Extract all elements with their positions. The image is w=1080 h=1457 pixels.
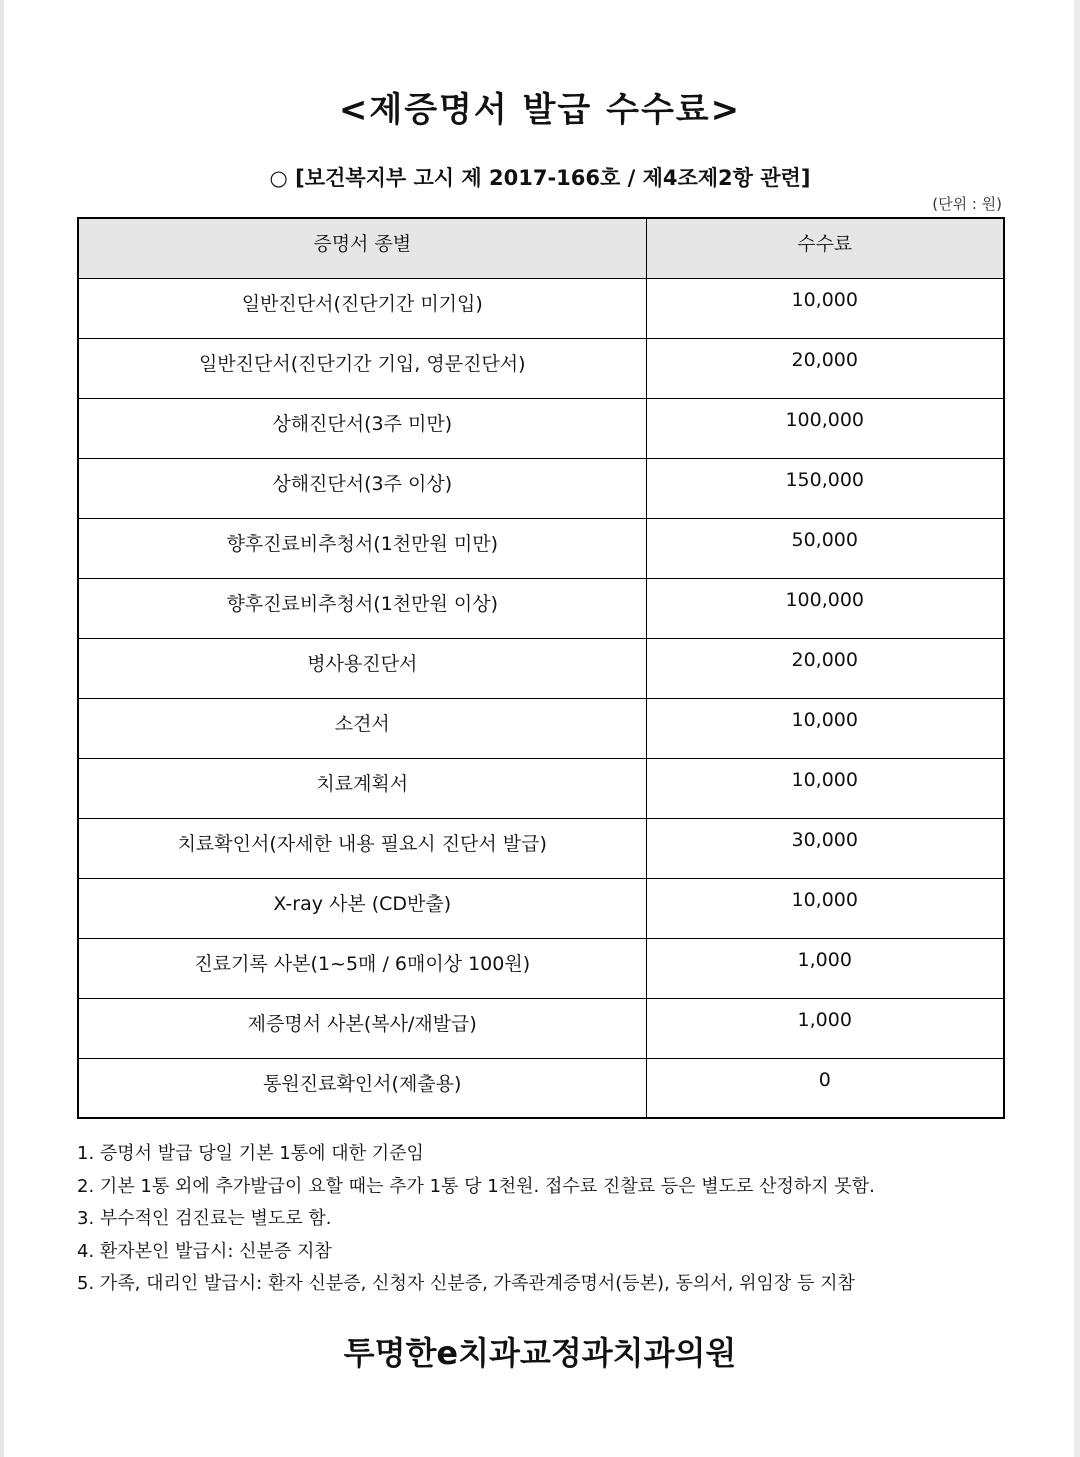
fee-cell: 20,000 <box>646 338 1004 398</box>
fee-cell: 150,000 <box>646 458 1004 518</box>
fee-cell: 10,000 <box>646 698 1004 758</box>
fee-cell: 10,000 <box>646 758 1004 818</box>
table-row <box>78 758 1004 818</box>
fee-cell: 20,000 <box>646 638 1004 698</box>
certificate-type-cell: X-ray 사본 (CD반출) <box>78 878 646 938</box>
notes-list <box>77 1138 1017 1301</box>
document-title: <제증명서 발급 수수료> <box>338 90 742 130</box>
page-edge-left <box>0 0 4 1457</box>
certificate-type-cell: 치료확인서(자세한 내용 필요시 진단서 발급) <box>78 818 646 878</box>
table-row <box>78 278 1004 338</box>
fee-cell: 1,000 <box>646 938 1004 998</box>
certificate-type-cell: 통원진료확인서(제출용) <box>78 1058 646 1118</box>
table-row <box>78 878 1004 938</box>
fee-cell: 1,000 <box>646 998 1004 1058</box>
table-row <box>78 638 1004 698</box>
fee-table <box>77 217 1005 1119</box>
certificate-type-cell: 상해진단서(3주 이상) <box>78 458 646 518</box>
unit-label: (단위 : 원) <box>932 195 1002 213</box>
table-row <box>78 818 1004 878</box>
table-row <box>78 998 1004 1058</box>
header-certificate-type: 증명서 종별 <box>78 218 646 278</box>
table-row <box>78 578 1004 638</box>
certificate-type-cell: 일반진단서(진단기간 미기입) <box>78 278 646 338</box>
certificate-type-cell: 제증명서 사본(복사/재발급) <box>78 998 646 1058</box>
fee-cell: 100,000 <box>646 578 1004 638</box>
regulation-subtitle: ○ [보건복지부 고시 제 2017-166호 / 제4조제2항 관련] <box>269 166 811 190</box>
table-row <box>78 338 1004 398</box>
note-item: 5. 가족, 대리인 발급시: 환자 신분증, 신청자 신분증, 가족관계증명서(등본), 동의서, 위임장 등 지참 <box>77 1273 855 1294</box>
table-row <box>78 1058 1004 1118</box>
certificate-type-cell: 향후진료비추청서(1천만원 미만) <box>78 518 646 578</box>
certificate-type-cell: 향후진료비추청서(1천만원 이상) <box>78 578 646 638</box>
certificate-type-cell: 병사용진단서 <box>78 638 646 698</box>
fee-table-body <box>78 278 1004 1118</box>
fee-cell: 10,000 <box>646 878 1004 938</box>
table-row <box>78 518 1004 578</box>
fee-cell: 50,000 <box>646 518 1004 578</box>
fee-cell: 0 <box>646 1058 1004 1118</box>
table-row <box>78 698 1004 758</box>
clinic-name: 투명한e치과교정과치과의원 <box>343 1334 737 1372</box>
table-header-row <box>78 218 1004 278</box>
certificate-type-cell: 상해진단서(3주 미만) <box>78 398 646 458</box>
fee-cell: 10,000 <box>646 278 1004 338</box>
fee-cell: 30,000 <box>646 818 1004 878</box>
certificate-type-cell: 진료기록 사본(1~5매 / 6매이상 100원) <box>78 938 646 998</box>
fee-cell: 100,000 <box>646 398 1004 458</box>
certificate-type-cell: 소견서 <box>78 698 646 758</box>
table-row <box>78 398 1004 458</box>
certificate-type-cell: 일반진단서(진단기간 기입, 영문진단서) <box>78 338 646 398</box>
table-row <box>78 458 1004 518</box>
note-item: 4. 환자본인 발급시: 신분증 지참 <box>77 1240 332 1262</box>
certificate-type-cell: 치료계획서 <box>78 758 646 818</box>
header-fee: 수수료 <box>646 218 1004 278</box>
page-edge-right <box>1074 0 1080 1457</box>
note-item: 3. 부수적인 검진료는 별도로 함. <box>77 1208 332 1229</box>
note-item: 1. 증명서 발급 당일 기본 1통에 대한 기준임 <box>77 1143 424 1164</box>
table-row <box>78 938 1004 998</box>
note-item: 2. 기본 1통 외에 추가발급이 요할 때는 추가 1통 당 1천원. 접수료 진찰료 등은 별도로 산정하지 못함. <box>77 1175 875 1197</box>
